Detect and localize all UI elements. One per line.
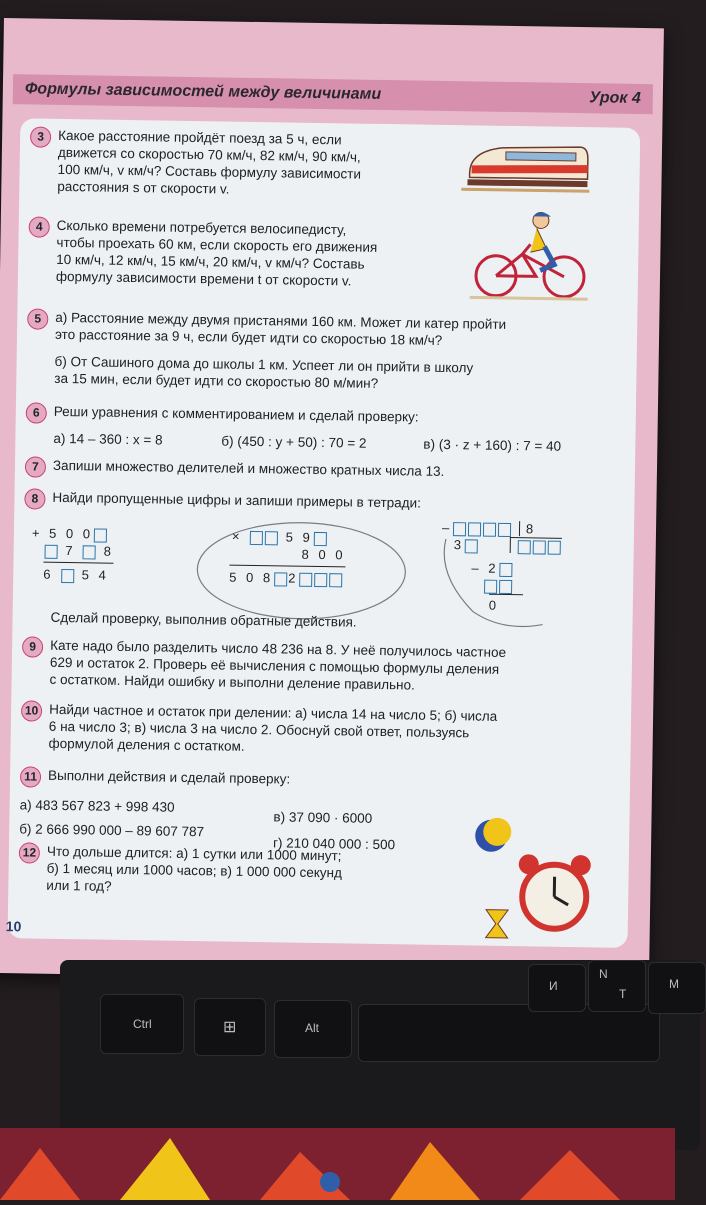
check-instruction: Сделай проверку, выполнив обратные действия. bbox=[50, 609, 357, 630]
task-8 bbox=[22, 488, 604, 637]
fabric-background bbox=[0, 1128, 675, 1200]
text-line: Выполни действия и сделай проверку: bbox=[47, 767, 291, 787]
alt-key[interactable]: Alt bbox=[274, 1000, 352, 1058]
addition-puzzle bbox=[31, 525, 114, 584]
plus-sign: + bbox=[31, 525, 43, 541]
key-n[interactable]: N Т bbox=[588, 960, 646, 1012]
division-puzzle bbox=[441, 519, 562, 615]
expression-d: г) 210 040 000 : 500 bbox=[272, 835, 396, 853]
sum-last: 5 4 bbox=[81, 567, 109, 583]
addend-1: 5 0 0 bbox=[49, 525, 94, 542]
subtrahend-1: 3 bbox=[453, 537, 465, 553]
text-line: Сколько времени потребуется велосипедисту, bbox=[56, 217, 347, 238]
text-line: 100 км/ч, v км/ч? Составь формулу зависимости bbox=[57, 161, 362, 182]
digit-box bbox=[45, 544, 58, 558]
digit-box bbox=[453, 522, 466, 536]
equation-a: а) 14 – 360 : x = 8 bbox=[53, 430, 163, 448]
text-line: Найди пропущенные цифры и запиши примеры в тетради: bbox=[52, 489, 422, 511]
task-text bbox=[54, 309, 506, 394]
task-number: 10 bbox=[21, 700, 42, 721]
space-key[interactable] bbox=[358, 1004, 660, 1062]
text-line: Реши уравнения с комментированием и сделай проверку: bbox=[53, 403, 419, 425]
digit-box bbox=[499, 579, 512, 593]
digit-box bbox=[499, 562, 512, 576]
digit-box bbox=[548, 540, 561, 554]
windows-icon: ⊞ bbox=[223, 1019, 237, 1036]
factor-2: 8 0 0 bbox=[301, 546, 346, 563]
minus-sign: – bbox=[471, 560, 482, 576]
text-line: формулой деления с остатком. bbox=[48, 735, 245, 754]
addend-2-last: 8 bbox=[103, 543, 115, 559]
text-line: формулу зависимости времени t от скорости v. bbox=[55, 268, 352, 289]
digit-box bbox=[314, 573, 327, 587]
digit-box bbox=[468, 522, 481, 536]
text-line: или 1 год? bbox=[46, 877, 112, 894]
task-number: 7 bbox=[25, 456, 46, 477]
task-number: 6 bbox=[26, 402, 47, 423]
text-line: расстояния s от скорости v. bbox=[57, 178, 230, 197]
text-line: б) 1 месяц или 1000 часов; в) 1 000 000 секунд bbox=[46, 860, 343, 881]
page-header bbox=[13, 74, 653, 114]
digit-box bbox=[498, 522, 511, 536]
divisor: 8 bbox=[519, 521, 536, 536]
fabric-pattern bbox=[0, 1128, 675, 1200]
digit-box bbox=[250, 530, 263, 544]
task-number: 4 bbox=[29, 216, 50, 237]
key-i[interactable]: И bbox=[528, 964, 586, 1012]
task-number: 8 bbox=[24, 488, 45, 509]
task-number: 9 bbox=[22, 636, 43, 657]
digit-box bbox=[83, 545, 96, 559]
remainder: 0 bbox=[488, 597, 500, 613]
textbook-page bbox=[0, 18, 664, 983]
equation-c: в) (3 · z + 160) : 7 = 40 bbox=[423, 436, 562, 454]
task-text bbox=[46, 843, 342, 899]
text-line: Найди частное и остаток при делении: а) числа 14 на число 5; б) числа bbox=[49, 701, 498, 724]
product-digit: 2 bbox=[288, 570, 299, 586]
equation-b: б) (450 : y + 50) : 70 = 2 bbox=[221, 433, 367, 451]
task-number: 5 bbox=[27, 308, 48, 329]
key-m[interactable]: М bbox=[648, 962, 706, 1014]
train-illustration bbox=[461, 133, 590, 197]
digit-box bbox=[465, 539, 478, 553]
cyclist-illustration bbox=[470, 205, 589, 303]
text-line: движется со скоростью 70 км/ч, 82 км/ч, 90 км/ч, bbox=[57, 144, 361, 165]
text-line: чтобы проехать 60 км, если скорость его движения bbox=[56, 234, 378, 255]
task-text bbox=[49, 637, 506, 695]
text-line: Кате надо было разделить число 48 236 на 8. У неё получилось частное bbox=[50, 637, 507, 660]
ctrl-key[interactable]: Ctrl bbox=[100, 994, 184, 1054]
digit-box bbox=[484, 579, 497, 593]
windows-key[interactable] bbox=[194, 998, 266, 1056]
expression-a: а) 483 567 823 + 998 430 bbox=[19, 797, 175, 815]
task-text bbox=[48, 701, 497, 759]
digit-box bbox=[61, 569, 74, 583]
subtrahend-2: 2 bbox=[488, 560, 499, 576]
page-number: 10 bbox=[5, 918, 22, 935]
task-text bbox=[56, 217, 378, 290]
text-line: Какое расстояние пройдёт поезд за 5 ч, если bbox=[58, 127, 342, 148]
lesson-label: Урок 4 bbox=[589, 89, 641, 108]
keyboard bbox=[60, 960, 700, 1150]
times-sign: × bbox=[231, 528, 243, 544]
expression-b: б) 2 666 990 000 – 89 607 787 bbox=[19, 821, 205, 840]
product-first: 5 0 8 bbox=[229, 569, 274, 586]
task-number: 3 bbox=[30, 126, 51, 147]
task-text bbox=[57, 127, 361, 200]
digit-box bbox=[299, 572, 312, 586]
digit-box bbox=[265, 531, 278, 545]
factor-1-digit: 9 bbox=[302, 529, 313, 545]
digit-box bbox=[274, 572, 287, 586]
task-text bbox=[53, 403, 594, 455]
expression-c: в) 37 090 · 6000 bbox=[273, 809, 373, 826]
text-line: это расстояние за 9 ч, если будет идти со скоростью 18 км/ч? bbox=[54, 326, 443, 348]
text-line: с остатком. Найди ошибку и выполни деление правильно. bbox=[49, 671, 415, 693]
text-line: 629 и остаток 2. Проверь её вычисления с помощью формулы деления bbox=[49, 654, 500, 677]
minus-sign: – bbox=[441, 519, 453, 536]
task-number: 12 bbox=[19, 842, 40, 863]
factor-1-digit: 5 bbox=[285, 529, 297, 545]
text-line: 6 на число 3; в) числа 3 на число 2. Обоснуй свой ответ, пользуясь bbox=[48, 718, 470, 741]
digit-box bbox=[314, 531, 327, 545]
digit-box bbox=[533, 540, 546, 554]
clock-illustration bbox=[468, 817, 590, 941]
multiplication-puzzle bbox=[211, 527, 346, 587]
task-number: 11 bbox=[20, 766, 41, 787]
text-line: за 15 мин, если будет идти со скоростью 80 м/мин? bbox=[54, 370, 379, 391]
text-line: Что дольше длится: а) 1 сутки или 1000 минут; bbox=[46, 843, 342, 864]
text-line: 10 км/ч, 12 км/ч, 15 км/ч, 20 км/ч, v км/ч? Составь bbox=[56, 251, 365, 272]
section-title: Формулы зависимостей между величинами bbox=[24, 80, 382, 103]
text-line: Запиши множество делителей и множество кратных числа 13. bbox=[52, 457, 445, 479]
addend-2-digit: 7 bbox=[65, 543, 76, 559]
digit-box bbox=[518, 540, 531, 554]
text-line: б) От Сашиного дома до школы 1 км. Успеет ли он прийти в школу bbox=[54, 353, 474, 376]
digit-box bbox=[329, 573, 342, 587]
text-line: а) Расстояние между двумя пристанями 160 км. Может ли катер пройти bbox=[55, 309, 507, 332]
digit-box bbox=[94, 528, 107, 542]
digit-box bbox=[483, 522, 496, 536]
sum-first: 6 bbox=[43, 566, 54, 582]
